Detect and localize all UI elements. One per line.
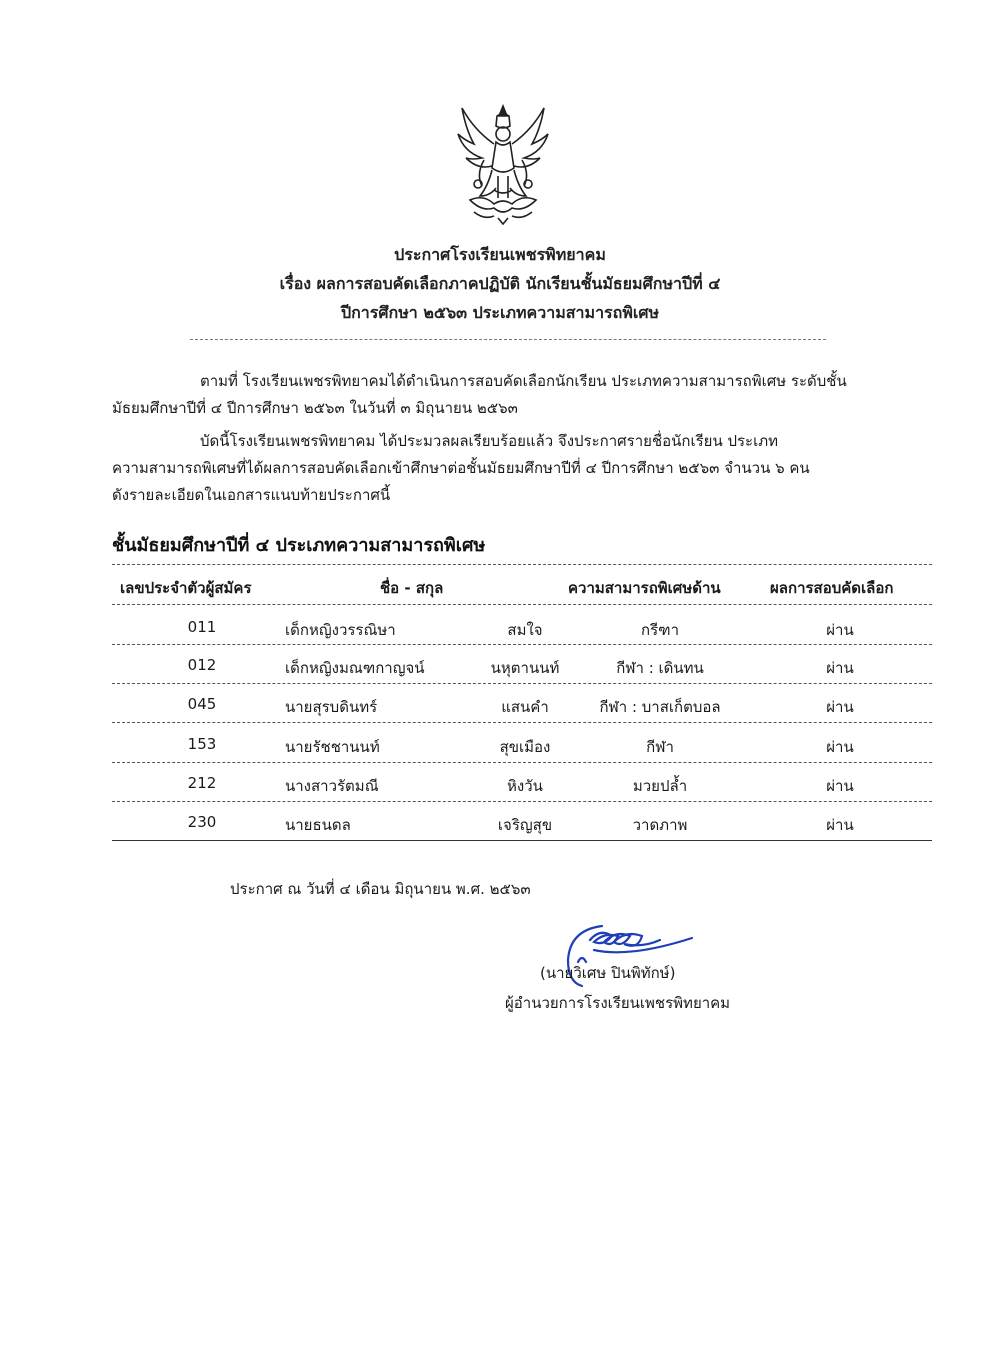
paragraph-2-line-1: บัดนี้โรงเรียนเพชรพิทยาคม ได้ประมวลผลเรียบร้อยแล้ว จึงประกาศรายชื่อนักเรียน ประเภท xyxy=(200,432,779,450)
announcement-subject: เรื่อง ผลการสอบคัดเลือกภาคปฏิบัติ นักเรียนชั้นมัธยมศึกษาปีที่ ๔ xyxy=(279,274,721,293)
paragraph-1-line-2: มัธยมศึกษาปีที่ ๔ ปีการศึกษา ๒๕๖๓ ในวันที่ ๓ มิถุนายน ๒๕๖๓ xyxy=(112,399,518,417)
cell-talent: กีฬา : เดินทน xyxy=(616,659,704,677)
header-talent: ความสามารถพิเศษด้าน xyxy=(568,579,721,597)
cell-result: ผ่าน xyxy=(826,738,854,756)
table-top-rule xyxy=(112,564,932,565)
cell-result: ผ่าน xyxy=(826,659,854,677)
paragraph-2-line-2: ความสามารถพิเศษที่ได้ผลการสอบคัดเลือกเข้าศึกษาต่อชั้นมัธยมศึกษาปีที่ ๔ ปีการศึกษา ๒๕๖๓ จำนวน ๖ คน xyxy=(112,459,810,477)
cell-applicant-id: 153 xyxy=(187,735,217,753)
cell-applicant-id: 045 xyxy=(187,695,217,713)
header-result: ผลการสอบคัดเลือก xyxy=(770,579,894,597)
cell-applicant-id: 212 xyxy=(187,774,217,792)
cell-talent: กีฬา : บาสเก็ตบอล xyxy=(599,698,721,716)
cell-talent: กีฬา xyxy=(646,738,674,756)
row-divider xyxy=(112,801,932,802)
signer-name: (นายวิเศษ ปินพิทักษ์) xyxy=(540,964,676,982)
cell-talent: วาดภาพ xyxy=(632,816,688,834)
cell-first-name: นายสุรบดินทร์ xyxy=(285,698,378,716)
paragraph-1-line-1: ตามที่ โรงเรียนเพชรพิทยาคมได้ดำเนินการสอบคัดเลือกนักเรียน ประเภทความสามารถพิเศษ ระดับชั้น xyxy=(200,372,847,390)
cell-last-name: สมใจ xyxy=(507,621,543,639)
cell-result: ผ่าน xyxy=(826,777,854,795)
cell-last-name: เจริญสุข xyxy=(497,816,553,834)
garuda-emblem-icon xyxy=(454,100,552,228)
cell-talent: กรีฑา xyxy=(640,621,679,639)
cell-first-name: เด็กหญิงมณฑกาญจน์ xyxy=(285,659,425,677)
row-divider xyxy=(112,683,932,684)
announcement-title: ประกาศโรงเรียนเพชรพิทยาคม xyxy=(394,245,606,264)
cell-first-name: เด็กหญิงวรรณิษา xyxy=(285,621,396,639)
cell-result: ผ่าน xyxy=(826,621,854,639)
table-bottom-rule xyxy=(112,840,932,841)
cell-result: ผ่าน xyxy=(826,816,854,834)
row-divider xyxy=(112,722,932,723)
cell-applicant-id: 012 xyxy=(187,656,217,674)
cell-result: ผ่าน xyxy=(826,698,854,716)
signer-title: ผู้อำนวยการโรงเรียนเพชรพิทยาคม xyxy=(505,994,731,1012)
cell-first-name: นายรัชชานนท์ xyxy=(285,738,380,756)
header-applicant-id: เลขประจำตัวผู้สมัคร xyxy=(120,579,252,597)
cell-last-name: หิงวัน xyxy=(507,777,543,795)
section-heading: ชั้นมัธยมศึกษาปีที่ ๔ ประเภทความสามารถพิเศษ xyxy=(112,535,486,556)
cell-last-name: สุขเมือง xyxy=(499,738,551,756)
header-full-name: ชื่อ - สกุล xyxy=(380,579,444,597)
announcement-year-category: ปีการศึกษา ๒๕๖๓ ประเภทความสามารถพิเศษ xyxy=(340,303,660,322)
row-divider xyxy=(112,762,932,763)
cell-applicant-id: 011 xyxy=(187,618,217,636)
paragraph-2-line-3: ดังรายละเอียดในเอกสารแนบท้ายประกาศนี้ xyxy=(112,486,391,504)
table-header-rule xyxy=(112,604,932,605)
cell-first-name: นางสาวรัตมณี xyxy=(285,777,379,795)
cell-talent: มวยปล้ำ xyxy=(632,777,688,795)
title-divider xyxy=(190,339,826,340)
cell-last-name: แสนคำ xyxy=(501,698,549,716)
cell-first-name: นายธนดล xyxy=(285,816,351,834)
announcement-date: ประกาศ ณ วันที่ ๔ เดือน มิถุนายน พ.ศ. ๒๕๖๓ xyxy=(230,880,531,898)
cell-last-name: นหุตานนท์ xyxy=(490,659,560,677)
cell-applicant-id: 230 xyxy=(187,813,217,831)
row-divider xyxy=(112,644,932,645)
